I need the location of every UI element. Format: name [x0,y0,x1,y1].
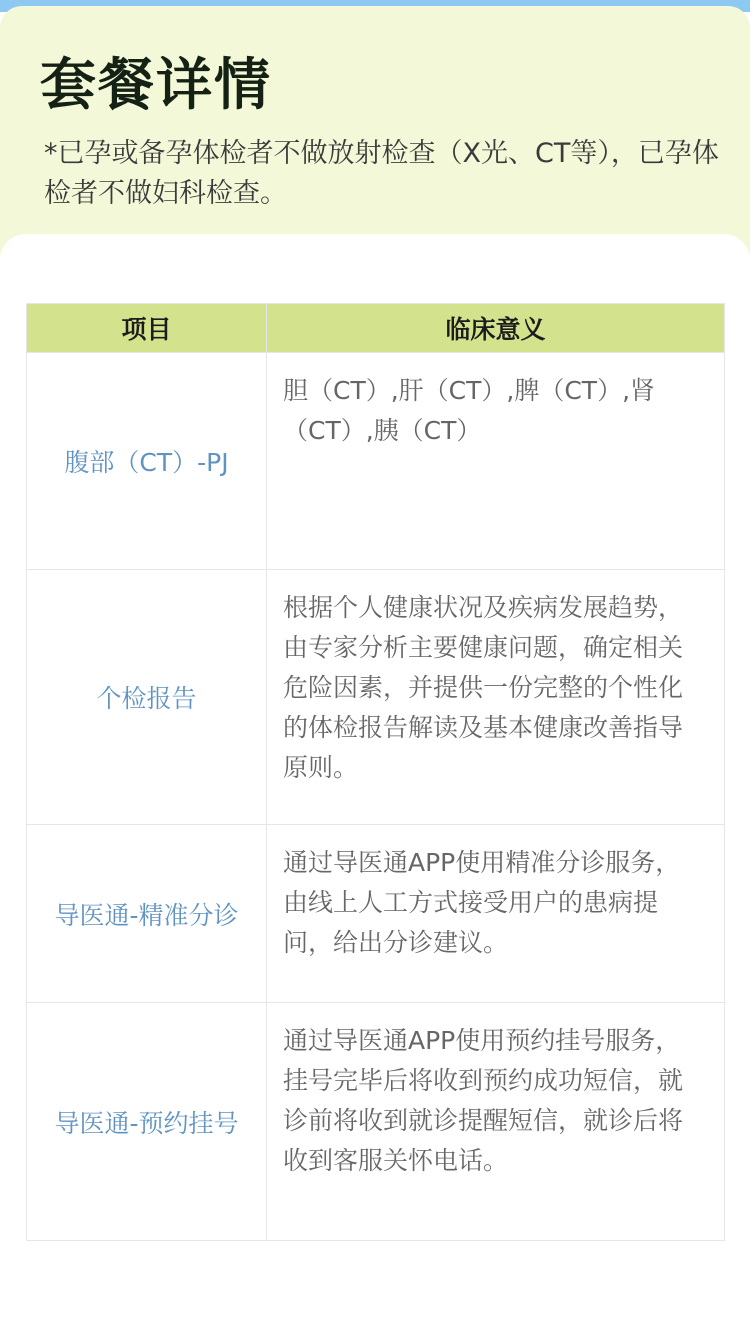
clinical-meaning-cell: 胆（CT）,肝（CT）,脾（CT）,肾（CT）,胰（CT） [267,353,725,570]
item-name-cell: 个检报告 [27,570,267,825]
table-row [27,353,725,570]
table-row [27,825,725,1003]
clinical-meaning-cell: 通过导医通APP使用精准分诊服务，由线上人工方式接受用户的患病提问，给出分诊建议。 [267,825,725,1003]
table-header-row [27,304,725,353]
column-header-clinical-meaning: 临床意义 [267,304,725,353]
pregnancy-notice: *已孕或备孕体检者不做放射检查（X光、CT等），已孕体检者不做妇科检查。 [44,138,719,209]
clinical-meaning-cell: 通过导医通APP使用预约挂号服务，挂号完毕后将收到预约成功短信，就诊前将收到就诊提醒短信，就诊后将收到客服关怀电话。 [267,1003,725,1241]
table-row [27,1003,725,1241]
table-row [27,570,725,825]
clinical-meaning-cell: 根据个人健康状况及疾病发展趋势，由专家分析主要健康问题，确定相关危险因素，并提供一份完整的个性化的体检报告解读及基本健康改善指导原则。 [267,570,725,825]
item-name-cell: 导医通-精准分诊 [27,825,267,1003]
item-name-cell: 腹部（CT）-PJ [27,353,267,570]
item-name-cell: 导医通-预约挂号 [27,1003,267,1241]
page-title: 套餐详情 [40,53,272,118]
column-header-item: 项目 [27,304,267,353]
package-detail-table [26,303,725,1241]
header-card [0,6,750,256]
